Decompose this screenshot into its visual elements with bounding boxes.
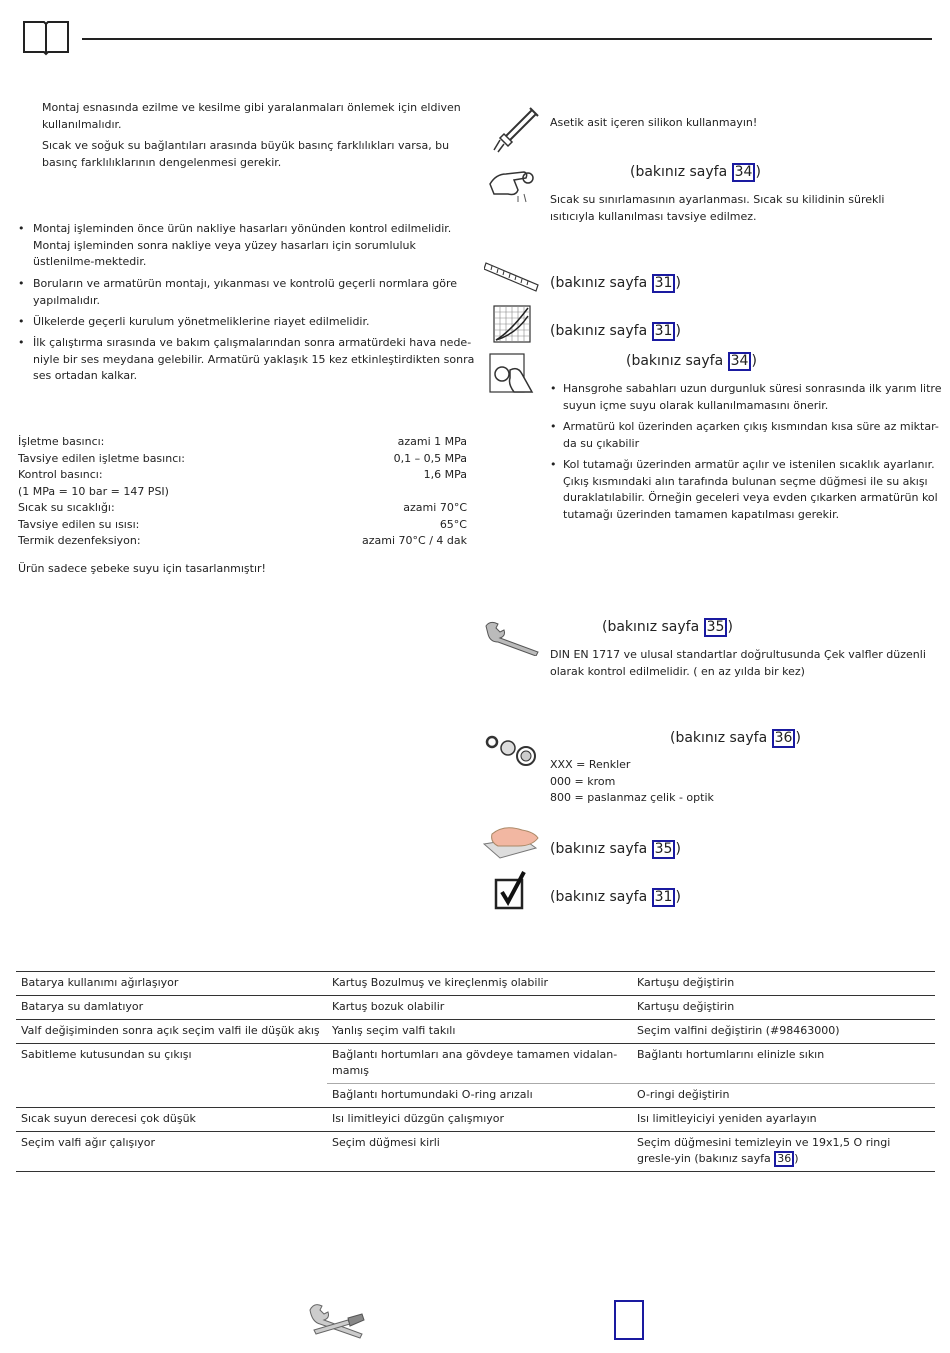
spec-row: İşletme basıncı: azami 1 MPa [18, 435, 467, 448]
mains-water-note: Ürün sadece şebeke suyu için tasarlanmıştır! [18, 562, 266, 575]
wrench-icon [484, 620, 540, 656]
install-note: • Boruların ve armatürün montajı, yıkanması ve kontrolü geçerli normlara göre yapılmalıdır. [18, 276, 478, 309]
operating-hand-icon [488, 352, 536, 394]
page-link[interactable]: 36 [774, 1151, 794, 1167]
table-row: Batarya kullanımı ağırlaşıyor Kartuş Bozulmuş ve kireçlenmiş olabilir Kartuşu değiştirin [16, 972, 935, 996]
page-reference: (bakınız sayfa 34 ) [626, 353, 757, 369]
page-reference: (bakınız sayfa 35 ) [550, 841, 681, 857]
hot-water-limit-text: Sıcak su sınırlamasının ayarlanması. Sıcak su kilidinin sürekli ısıtıcıyla kullanılması tavsiye edilmez. [550, 193, 885, 223]
page-link[interactable]: 31 [652, 888, 676, 907]
page-reference: (bakınız sayfa 31 ) [550, 323, 681, 339]
table-row: Sıcak suyun derecesi çok düşük Isı limitleyici düzgün çalışmıyor Isı limitleyiciyi yeniden ayarlayın [16, 1108, 935, 1132]
safety-gloves-text: Montaj esnasında ezilme ve kesilme gibi yaralanmaları önlemek için eldiven kullanılmalıdır. [42, 101, 461, 131]
install-note: • Ülkelerde geçerli kurulum yönetmeliklerine riayet edilmelidir. [18, 314, 478, 331]
table-row: Seçim valfi ağır çalışıyor Seçim düğmesi kirli Seçim düğmesini temizleyin ve 19x1,5 O ringi gresle-yin (bakınız sayfa 36 ) [16, 1132, 935, 1172]
install-note: • Montaj işleminden önce ürün nakliye hasarları yönünden kontrol edilmelidir. Montaj işleminden sonra nakliye veya yüzey hasarları için sorumluluk üstlenilme-mektedir. [18, 221, 478, 271]
page-reference: (bakınız sayfa 34 ) [630, 164, 761, 180]
hot-water-limit-icon [488, 164, 536, 204]
table-row: Sabitleme kutusundan su çıkışı Bağlantı hortumları ana gövdeye tamamen vidalan-mamış Bağlantı hortumlarını elinizle sıkın [16, 1044, 935, 1084]
page-link[interactable]: 34 [732, 163, 756, 182]
page-reference: (bakınız sayfa 31 ) [550, 275, 681, 291]
install-note: • İlk çalıştırma sırasında ve bakım çalışmalarından sonra armatürdeki hava nede-niyle bir ses meydana gelebilir. Armatürü yaklaşık 15 kez etkinleştirdikten sonra ses ortadan kalkar. [18, 335, 478, 385]
tools-icon [308, 1300, 366, 1340]
table-row: Bağlantı hortumundaki O-ring arızalı O-ringi değiştirin [16, 1084, 935, 1108]
usage-note: • Armatürü kol üzerinden açarken çıkış kısmından kısa süre az miktar-da su çıkabilir [550, 419, 943, 452]
cleaning-hand-icon [482, 824, 540, 860]
spec-row: Sıcak su sıcaklığı: azami 70°C [18, 501, 467, 514]
safety-pressure-text: Sıcak ve soğuk su bağlantıları arasında büyük basınç farklılıkları varsa, bu basınç farklılıklarının dengelenmesi gerekir. [42, 139, 450, 169]
spec-row: Tavsiye edilen su ısısı: 65°C [18, 517, 467, 531]
page-link[interactable]: 34 [728, 352, 752, 371]
page-link[interactable]: 35 [652, 840, 676, 859]
usage-note: • Hansgrohe sabahları uzun durgunluk süresi sonrasında ilk yarım litre suyun içme suyu olarak kullanılmamasını önerir. [550, 381, 943, 414]
color-codes: XXX = Renkler 000 = krom 800 = paslanmaz çelik - optik [550, 758, 714, 804]
table-row: Valf değişiminden sonra açık seçim valfi ile düşük akış Yanlış seçim valfi takılı Seçim valfini değiştirin (#98463000) [16, 1020, 935, 1044]
spec-row: Tavsiye edilen işletme basıncı: 0,1 – 0,5 MPa [18, 451, 467, 465]
spec-row: Kontrol basıncı: 1,6 MPa [18, 468, 467, 481]
page-link[interactable]: 31 [652, 274, 676, 293]
silicone-warning: Asetik asit içeren silikon kullanmayın! [550, 116, 758, 129]
ruler-icon [484, 257, 540, 293]
page-reference: (bakınız sayfa 31 ) [550, 889, 681, 905]
spec-row: (1 MPa = 10 bar = 147 PSI) [18, 484, 169, 498]
spec-row: Termik dezenfeksiyon: azami 70°C / 4 dak [18, 534, 467, 547]
page-link[interactable]: 36 [772, 729, 796, 748]
page-link[interactable]: 35 [704, 618, 728, 637]
technical-specs [18, 434, 467, 550]
page-link-box[interactable] [614, 1300, 644, 1340]
flow-diagram-icon [492, 304, 532, 344]
maintenance-text: DIN EN 1717 ve ulusal standartlar doğrultusunda Çek valfler düzenli olarak kontrol edilmelidir. ( en az yılda bir kez) [550, 648, 926, 678]
header-rule [82, 38, 932, 40]
manual-book-icon [22, 18, 70, 56]
page-reference: (bakınız sayfa 35 ) [602, 619, 733, 635]
spare-parts-icon [484, 730, 542, 770]
troubleshooting-table [16, 971, 935, 1172]
silicone-gun-icon [490, 104, 540, 154]
table-row: Batarya su damlatıyor Kartuş bozuk olabilir Kartuşu değiştirin [16, 996, 935, 1020]
page-reference: (bakınız sayfa 36 ) [670, 730, 801, 746]
usage-note: • Kol tutamağı üzerinden armatür açılır ve istenilen sıcaklık ayarlanır. Çıkış kısmındaki alın tarafında bulunan seçme düğmesi ile su akışı duraklatılabilir. Örneğin geceleri veya evden çıkarken armatürün kol tutamağı üzerinden tamamen kapatılması gerekir. [550, 457, 943, 523]
page-link[interactable]: 31 [652, 322, 676, 341]
checkmark-box-icon [494, 870, 528, 910]
